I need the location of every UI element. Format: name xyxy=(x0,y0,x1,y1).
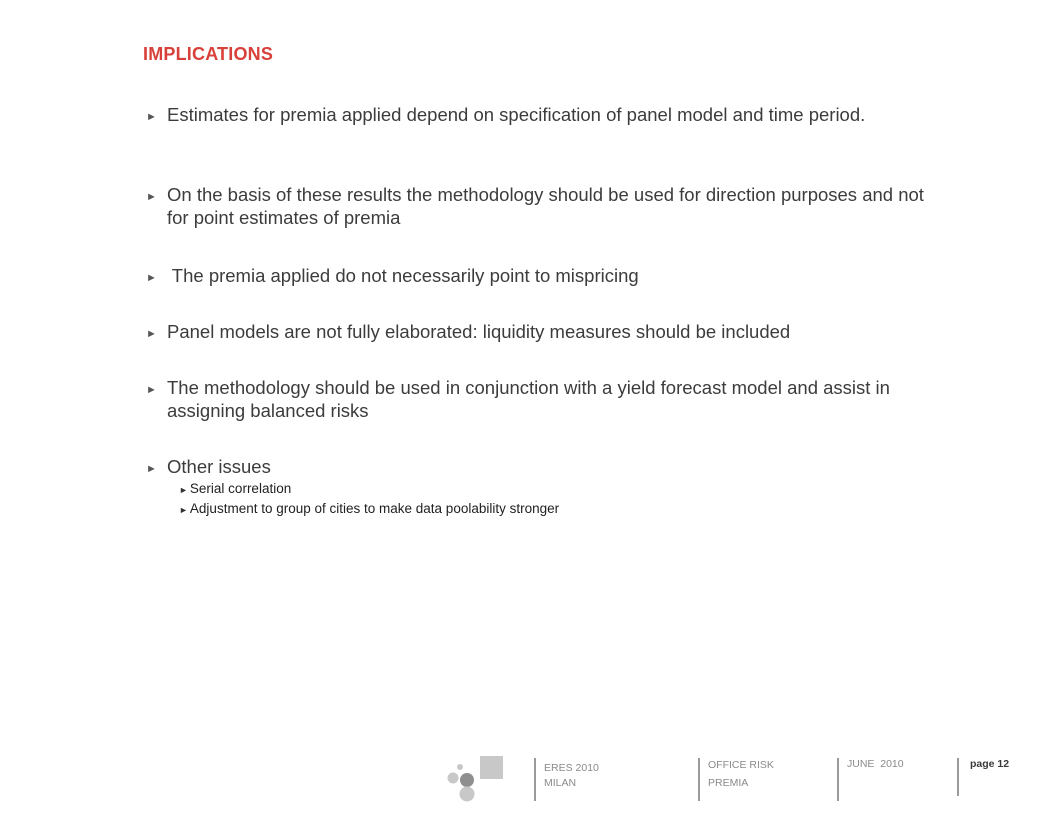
footer-topic-line2: PREMIA xyxy=(708,777,749,789)
bullet-text: Estimates for premia applied depend on specification of panel model and time period. xyxy=(167,104,866,125)
bullet-marker-icon: ► xyxy=(146,384,157,396)
footer-date: JUNE 2010 xyxy=(847,758,904,770)
footer-event-line1: ERES 2010 xyxy=(544,762,599,774)
bullet-item xyxy=(146,320,936,343)
footer-divider xyxy=(957,758,959,796)
bullet-text: The methodology should be used in conjunction with a yield forecast model and assist in assigning balanced risks xyxy=(167,377,890,421)
footer-event xyxy=(544,761,599,791)
footer-divider xyxy=(534,758,536,801)
sub-bullet-text: Serial correlation xyxy=(189,481,292,496)
footer-topic-line1: OFFICE RISK xyxy=(708,759,774,771)
footer-divider xyxy=(837,758,839,801)
bullet-marker-icon: ► xyxy=(146,191,157,203)
bullet-item xyxy=(146,103,936,126)
bullet-item xyxy=(146,183,936,229)
sub-bullet-marker-icon: ► xyxy=(179,485,188,495)
bullet-marker-icon: ► xyxy=(146,272,157,284)
page-number: page 12 xyxy=(970,758,1010,770)
bullet-marker-icon: ► xyxy=(146,463,157,475)
footer-topic xyxy=(708,756,774,792)
bullet-marker-icon: ► xyxy=(146,328,157,340)
bullet-marker-icon: ► xyxy=(146,111,157,123)
logo-square-icon xyxy=(480,756,503,779)
sub-bullet-marker-icon: ► xyxy=(179,505,188,515)
logo-dot-medium-icon xyxy=(448,773,459,784)
logo-dot-small-icon xyxy=(457,764,463,770)
logo-dot-bottom-icon xyxy=(460,787,475,802)
bullet-item xyxy=(146,376,936,422)
bullet-text: The premia applied do not necessarily point to mispricing xyxy=(167,265,639,286)
page-title: IMPLICATIONS xyxy=(143,44,274,64)
sub-bullet-item xyxy=(179,480,291,499)
footer-event-line2: MILAN xyxy=(544,777,577,789)
bullet-text: Other issues xyxy=(167,456,271,477)
bullet-text: Panel models are not fully elaborated: liquidity measures should be included xyxy=(167,321,791,342)
logo-dot-large-icon xyxy=(460,773,474,787)
bullet-item xyxy=(146,264,936,287)
footer-divider xyxy=(698,758,700,801)
sub-bullet-item xyxy=(179,500,559,519)
bullet-item xyxy=(146,455,936,478)
logo-icon xyxy=(445,756,505,804)
bullet-text: On the basis of these results the methodology should be used for direction purposes and not for point estimates of premia xyxy=(167,184,924,228)
sub-bullet-text: Adjustment to group of cities to make data poolability stronger xyxy=(189,501,560,516)
